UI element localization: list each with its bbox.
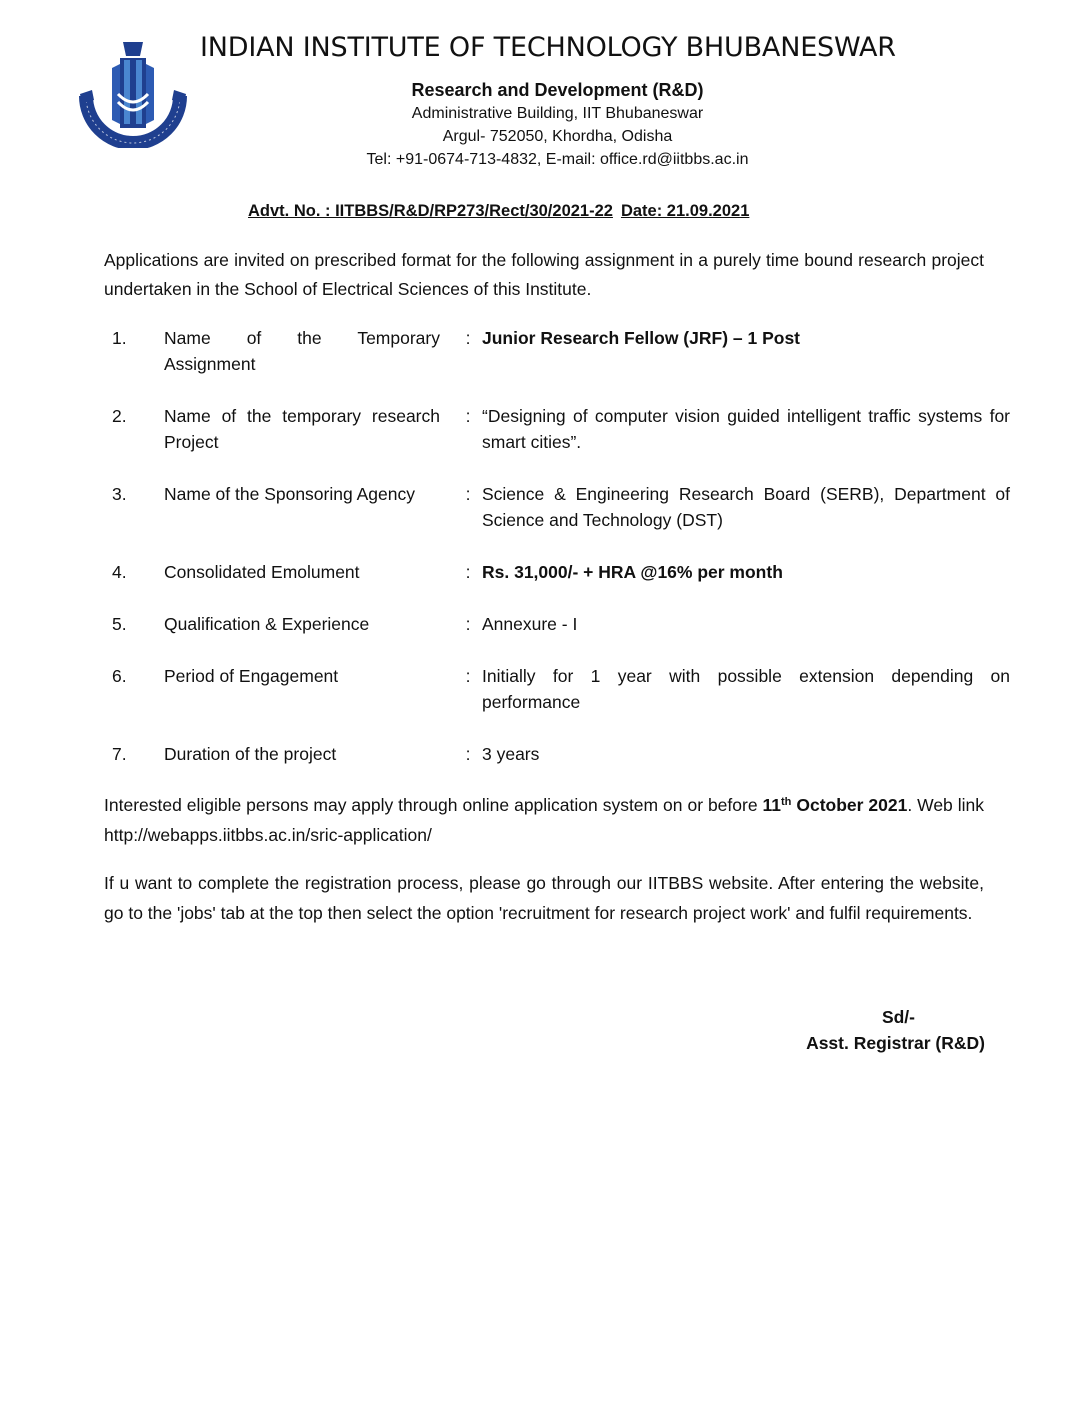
intro-paragraph: Applications are invited on prescribed format for the following assignment in a purely time bound research project undertaken in the School of Electrical Sciences of this Institute.: [104, 250, 984, 299]
row-colon: :: [465, 328, 471, 348]
row-number: 5.: [112, 614, 127, 634]
row-colon: :: [465, 666, 471, 686]
table-row: [104, 325, 1010, 403]
row-value: Science & Engineering Research Board (SERB), Department of Science and Technology (DST): [482, 484, 1010, 530]
row-value: 3 years: [482, 744, 540, 764]
table-row: [104, 741, 1010, 781]
address-line-2: Argul- 752050, Khordha, Odisha: [442, 128, 673, 145]
row-label: Name of the Temporary Assignment: [164, 328, 440, 374]
advertisement-number: [248, 202, 749, 221]
row-value: “Designing of computer vision guided intelligent traffic systems for smart cities”.: [482, 406, 1010, 452]
deadline-day: 11: [762, 795, 782, 815]
row-number: 4.: [112, 562, 127, 582]
row-number: 7.: [112, 744, 127, 764]
row-number: 2.: [112, 406, 127, 426]
row-colon: :: [465, 484, 471, 504]
institute-name: INDIAN INSTITUTE OF TECHNOLOGY BHUBANESWAR: [200, 32, 896, 63]
row-colon: :: [465, 562, 471, 582]
row-value: Rs. 31,000/- + HRA @16% per month: [482, 562, 783, 582]
deadline-month: October: [791, 795, 864, 815]
letterhead: [280, 78, 835, 171]
apply-paragraph: [104, 790, 984, 850]
row-label: Qualification & Experience: [164, 614, 370, 634]
deadline-day-suffix: th: [781, 796, 792, 808]
row-label: Duration of the project: [164, 744, 337, 764]
row-colon: :: [465, 744, 471, 764]
row-colon: :: [465, 614, 471, 634]
department-name: Research and Development (R&D): [411, 80, 704, 100]
table-row: [104, 611, 1010, 663]
row-value: Initially for 1 year with possible extension depending on performance: [482, 666, 1010, 712]
row-label: Name of the temporary research Project: [164, 406, 440, 452]
signature-mark: Sd/-: [881, 1007, 915, 1027]
details-table: [104, 325, 1010, 781]
table-row: [104, 663, 1010, 741]
apply-text: Interested eligible persons may apply through online application system on or before: [104, 795, 763, 815]
signature-block: [780, 1004, 985, 1056]
advt-number: Advt. No. : IITBBS/R&D/RP273/Rect/30/2021-22: [248, 202, 613, 220]
row-label: Period of Engagement: [164, 666, 339, 686]
iit-bhubaneswar-emblem-icon: [78, 38, 188, 148]
address-line-1: Administrative Building, IIT Bhubaneswar: [411, 105, 704, 122]
web-link-text: . Web link http://webapps.iitbbs.ac.in/sric-application/: [104, 795, 984, 845]
signatory-designation: Asst. Registrar (R&D): [806, 1033, 985, 1053]
table-row: [104, 559, 1010, 611]
row-value: Annexure - I: [482, 614, 578, 634]
table-row: [104, 481, 1010, 559]
row-number: 3.: [112, 484, 127, 504]
row-label: Consolidated Emolument: [164, 562, 360, 582]
contact-line: Tel: +91-0674-713-4832, E-mail: office.rd@iitbbs.ac.in: [366, 151, 749, 168]
advt-date: Date: 21.09.2021: [620, 202, 750, 220]
row-value: Junior Research Fellow (JRF) – 1 Post: [482, 328, 800, 348]
row-label: Name of the Sponsoring Agency: [164, 484, 415, 504]
table-row: [104, 403, 1010, 481]
row-number: 1.: [112, 328, 127, 348]
row-colon: :: [465, 406, 471, 426]
row-number: 6.: [112, 666, 127, 686]
registration-paragraph: If u want to complete the registration process, please go through our IITBBS website. After entering the website, go to the 'jobs' tab at the top then select the option 'recruitment for research project work' and fulfil requirements.: [104, 873, 984, 923]
deadline-year: 2021: [868, 795, 908, 815]
